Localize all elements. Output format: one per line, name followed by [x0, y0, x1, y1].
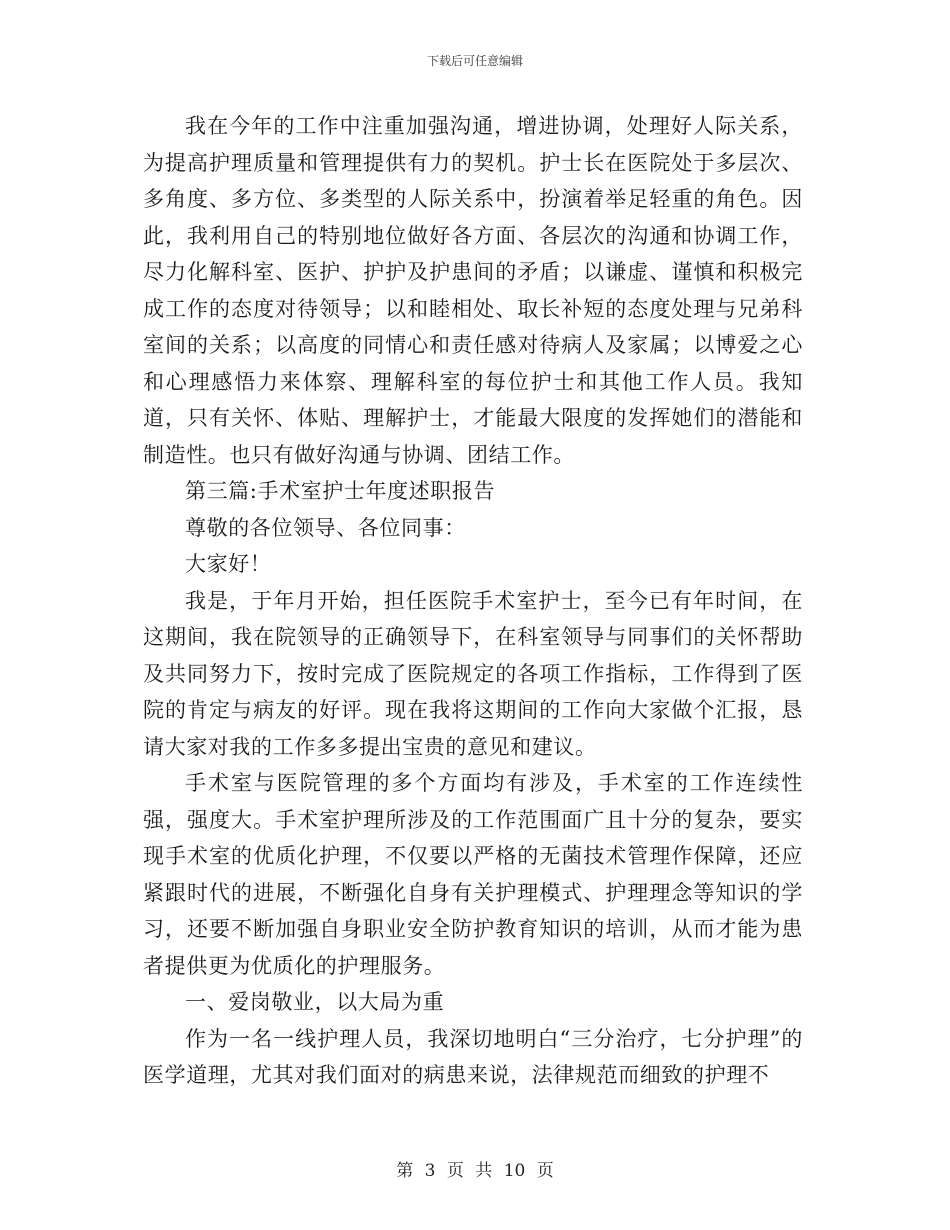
subsection-heading: 一、爱岗敬业，以大局为重 — [185, 990, 445, 1014]
paragraph-nursing-role: 作为一名一线护理人员，我深切地明白“三分治疗，七分护理”的医学道理，尤其对我们面对的病患来说，法律规范而细致的护理不 — [143, 1026, 803, 1087]
greeting: 大家好！ — [185, 552, 272, 576]
section-title: 第三篇:手术室护士年度述职报告 — [185, 479, 496, 503]
document-body — [143, 108, 803, 1094]
paragraph-introduction: 我是，于年月开始，担任医院手术室护士，至今已有年时间，在这期间，我在院领导的正确领导下，在科室领导与同事们的关怀帮助及共同努力下，按时完成了医院规定的各项工作指标，工作得到了医院的肯定与病友的好评。现在我将这期间的工作向大家做个汇报，恳请大家对我的工作多多提出宝贵的意见和建议。 — [143, 588, 803, 759]
paragraph-operating-room: 手术室与医院管理的多个方面均有涉及，手术室的工作连续性强，强度大。手术室护理所涉及的工作范围面广且十分的复杂，要实现手术室的优质化护理，不仅要以严格的无菌技术管理作保障，还应紧跟时代的进展，不断强化自身有关护理模式、护理理念等知识的学习，还要不断加强自身职业安全防护教育知识的培训，从而才能为患者提供更为优质化的护理服务。 — [143, 771, 803, 978]
page-number: 第 3 页 共 10 页 — [396, 1161, 554, 1181]
page-header-note: 下载后可任意编辑 — [426, 54, 523, 68]
salutation: 尊敬的各位领导、各位同事： — [185, 515, 466, 540]
paragraph-communication: 我在今年的工作中注重加强沟通，增进协调，处理好人际关系，为提高护理质量和管理提供有力的契机。护士长在医院处于多层次、多角度、多方位、多类型的人际关系中，扮演着举足轻重的角色。因此，我利用自己的特别地位做好各方面、各层次的沟通和协调工作，尽力化解科室、医护、护护及护患间的矛盾；以谦虚、谨慎和积极完成工作的态度对待领导；以和睦相处、取长补短的态度处理与兄弟科室间的关系；以高度的同情心和责任感对待病人及家属；以博爱之心和心理感悟力来体察、理解科室的每位护士和其他工作人员。我知道，只有关怀、体贴、理解护士，才能最大限度的发挥她们的潜能和制造性。也只有做好沟通与协调、团结工作。 — [143, 114, 803, 467]
